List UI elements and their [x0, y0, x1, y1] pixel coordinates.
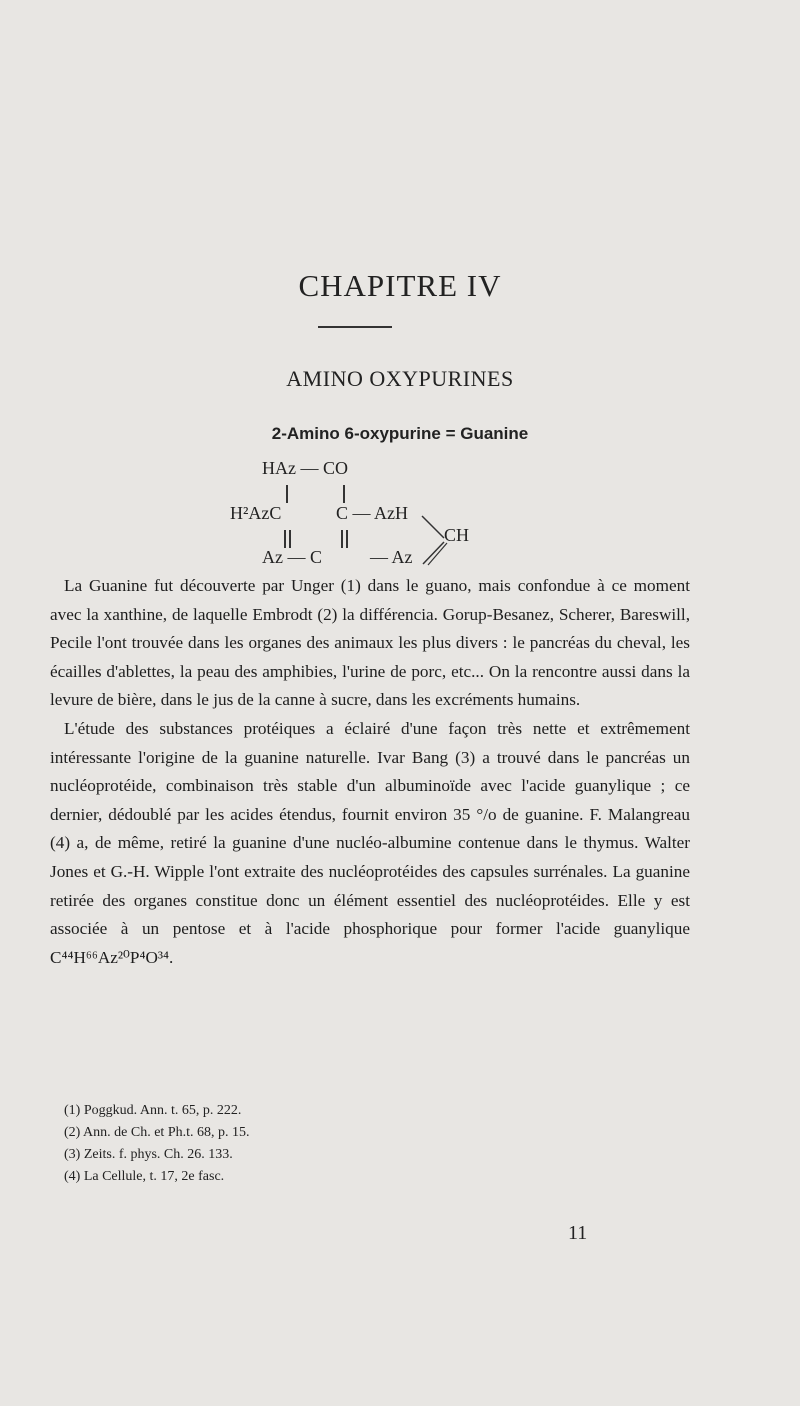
- footnotes: [64, 1100, 484, 1188]
- section-title: AMINO OXYPURINES: [286, 366, 514, 391]
- formula-row-2-left: H²AzC: [230, 503, 282, 523]
- single-bond-right: [343, 485, 345, 503]
- bond-upper: [422, 516, 444, 538]
- formula-row-3-left: Az — C: [262, 547, 322, 567]
- footnote-1: (1) Poggkud. Ann. t. 65, p. 222.: [64, 1103, 242, 1118]
- footnote-4: (4) La Cellule, t. 17, 2e fasc.: [64, 1169, 225, 1184]
- compound-subtitle: 2-Amino 6-oxypurine = Guanine: [271, 424, 529, 443]
- double-bond-right-a: [341, 530, 343, 548]
- page-number: 11: [568, 1222, 588, 1244]
- bond-lower: [423, 542, 444, 564]
- guanine-structural-formula: [0, 0, 800, 600]
- chapter-title: CHAPITRE IV: [298, 268, 502, 303]
- footnote-2: (2) Ann. de Ch. et Ph.t. 68, p. 15.: [64, 1125, 250, 1140]
- formula-ch: CH: [444, 525, 470, 545]
- formula-row-1: HAz — CO: [262, 458, 348, 478]
- single-bond-left: [286, 485, 288, 503]
- formula-row-2-right: C — AzH: [336, 503, 408, 523]
- paragraph-guanine-discovery: La Guanine fut découverte par Unger (1) dans le guano, mais confondue à ce moment avec la xanthine, de laquelle Embrodt (2) la différencia. Gorup-Besanez, Scherer, Bareswill, Pecile l'ont trouvée dans les organes des animaux les plus divers : le pancréas du cheval, les écailles d'ablettes, la peau des amphibies, l'urine de porc, etc... On la rencontre aussi dans la levure de bière, dans le jus de la canne à sucre, dans les excréments humains.: [50, 576, 690, 710]
- paragraph-guanine-origin: L'étude des substances protéiques a éclairé d'une façon très nette et extrêmement intéressante l'origine de la guanine naturelle. Ivar Bang (3) a trouvé dans le pancréas un nucléoprotéide, combinaison très stable d'un albuminoïde avec l'acide guanylique ; ce dernier, dédoublé par les acides étendus, fournit environ 35 °/o de guanine. F. Malangreau (4) a, de même, retiré la guanine d'une nucléo-albumine contenue dans le thymus. Walter Jones et G.-H. Wipple l'ont extraite des nucléoprotéides des capsules surrénales. La guanine retirée des organes constitue donc un élément essentiel des nucléoprotéides. Elle y est associée à un pentose et à l'acide phosphorique pour former l'acide guanylique C⁴⁴H⁶⁶Az²⁰P⁴O³⁴.: [50, 718, 690, 967]
- double-bond-left-b: [289, 530, 291, 548]
- double-bond-left-a: [284, 530, 286, 548]
- formula-row-3-right: — Az: [370, 547, 413, 567]
- body-text: [50, 572, 690, 972]
- bond-lower-double: [428, 543, 447, 565]
- footnote-3: (3) Zeits. f. phys. Ch. 26. 133.: [64, 1147, 233, 1162]
- double-bond-right-b: [346, 530, 348, 548]
